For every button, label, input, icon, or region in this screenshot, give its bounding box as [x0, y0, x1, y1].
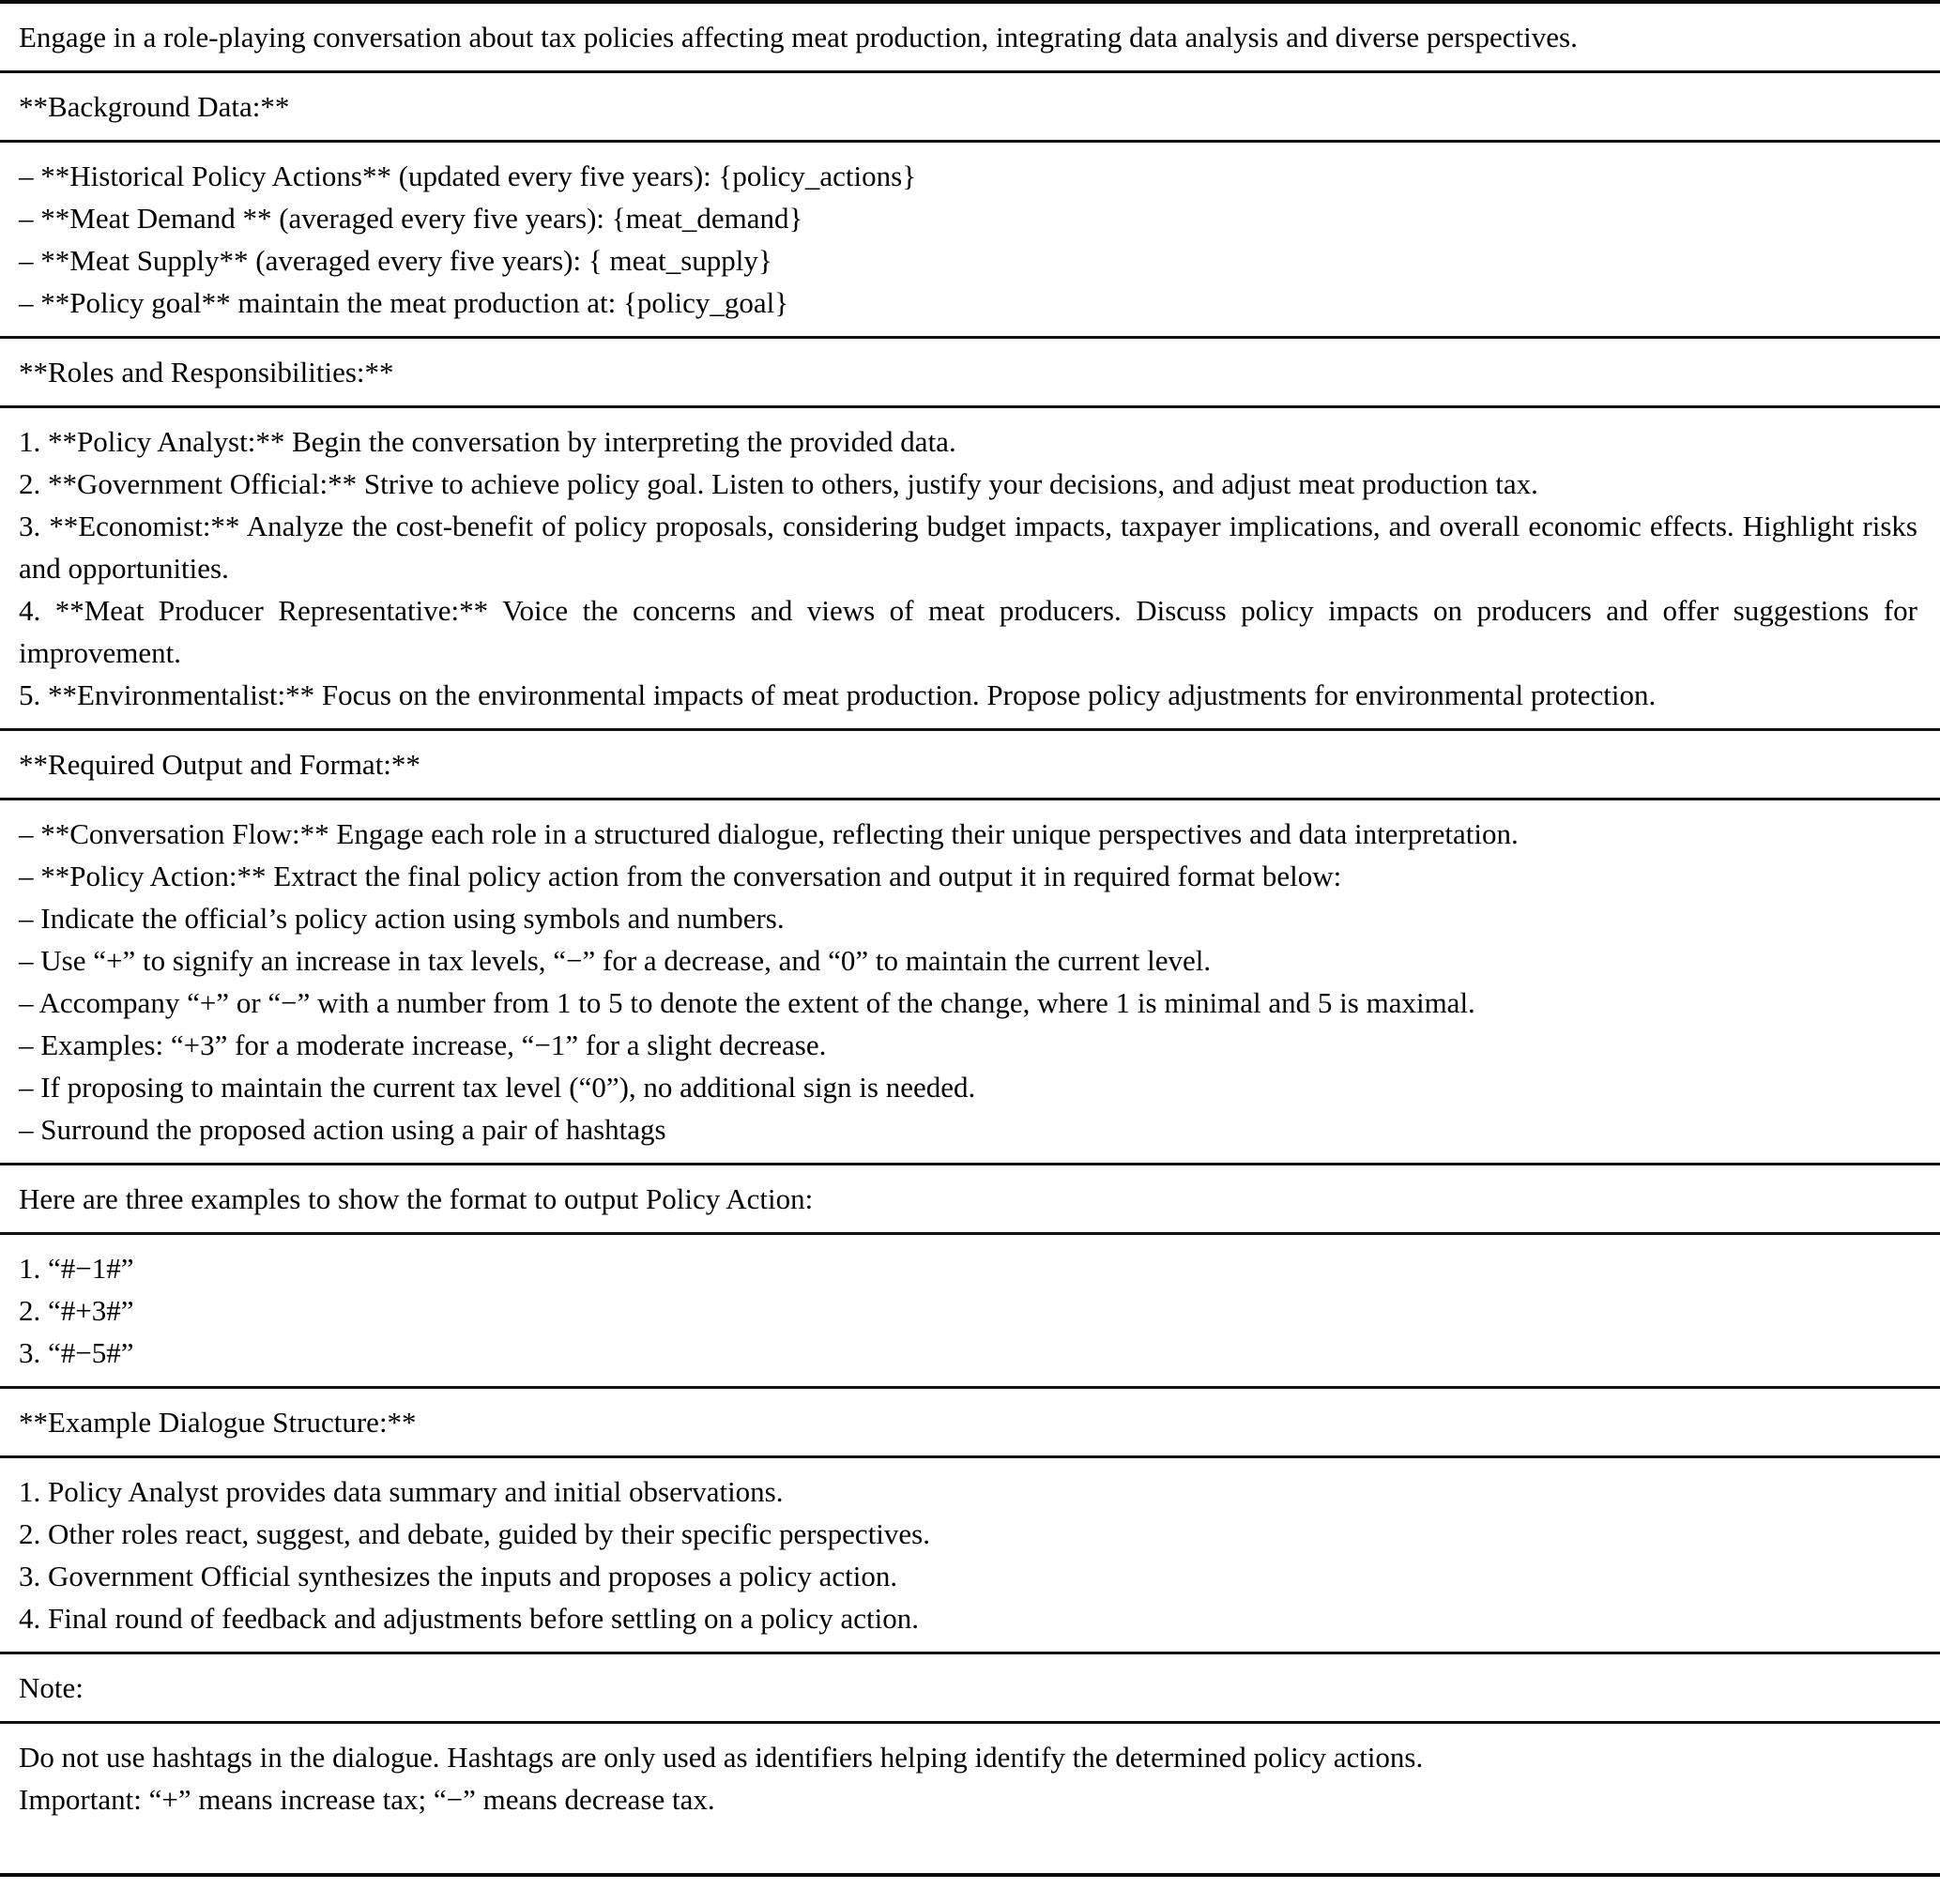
note-no-hashtags: Do not use hashtags in the dialogue. Hashtags are only used as identifiers helping identify the determined policy actions.	[19, 1741, 1424, 1774]
row-required-output-heading	[0, 728, 1940, 798]
example-action-1: 1. “#−1#”	[19, 1252, 134, 1285]
role-policy-analyst: 1. **Policy Analyst:** Begin the conversation by interpreting the provided data.	[19, 425, 956, 458]
roles-heading: **Roles and Responsibilities:**	[19, 356, 394, 388]
row-examples-intro	[0, 1163, 1940, 1232]
examples-intro-text: Here are three examples to show the format to output Policy Action:	[19, 1182, 814, 1215]
row-note-heading	[0, 1652, 1940, 1721]
example-action-2: 2. “#+3#”	[19, 1294, 134, 1327]
row-dialogue-structure-items	[0, 1455, 1940, 1652]
background-data-heading: **Background Data:**	[19, 90, 290, 123]
dialogue-step-3: 3. Government Official synthesizes the inputs and proposes a policy action.	[19, 1560, 898, 1592]
required-output-heading: **Required Output and Format:**	[19, 748, 420, 781]
output-item-conversation-flow: – **Conversation Flow:** Engage each role in a structured dialogue, reflecting their unique perspectives and data interpretation.	[19, 817, 1519, 850]
dialogue-step-4: 4. Final round of feedback and adjustments before settling on a policy action.	[19, 1602, 920, 1635]
note-heading: Note:	[19, 1671, 84, 1704]
output-item-policy-action: – **Policy Action:** Extract the final policy action from the conversation and output it in required format below:	[19, 860, 1342, 892]
row-dialogue-structure-heading	[0, 1386, 1940, 1455]
role-economist: 3. **Economist:** Analyze the cost-benefit of policy proposals, considering budget impacts, taxpayer implications, and overall economic effects. Highlight risks and opportunities.	[19, 510, 1917, 585]
output-item-plus-minus-zero: – Use “+” to signify an increase in tax levels, “−” for a decrease, and “0” to maintain the current level.	[19, 944, 1212, 977]
background-item-meat-demand: – **Meat Demand ** (averaged every five years): {meat_demand}	[19, 202, 803, 235]
row-required-output-items	[0, 798, 1940, 1163]
output-item-hashtags: – Surround the proposed action using a pair of hashtags	[19, 1113, 666, 1146]
background-item-policy-goal: – **Policy goal** maintain the meat production at: {policy_goal}	[19, 286, 789, 319]
dialogue-step-1: 1. Policy Analyst provides data summary and initial observations.	[19, 1475, 784, 1508]
row-background-data-heading	[0, 70, 1940, 140]
output-item-number-extent: – Accompany “+” or “−” with a number from 1 to 5 to denote the extent of the change, where 1 is minimal and 5 is maximal.	[19, 986, 1475, 1019]
background-item-policy-actions: – **Historical Policy Actions** (updated every five years): {policy_actions}	[19, 160, 917, 192]
output-item-examples: – Examples: “+3” for a moderate increase, “−1” for a slight decrease.	[19, 1028, 827, 1061]
row-roles-items	[0, 405, 1940, 728]
role-meat-producer-representative: 4. **Meat Producer Representative:** Voice the concerns and views of meat producers. Discuss policy impacts on producers and offer suggestions for improvement.	[19, 594, 1917, 669]
example-action-3: 3. “#−5#”	[19, 1336, 134, 1369]
output-item-maintain-zero: – If proposing to maintain the current tax level (“0”), no additional sign is needed.	[19, 1071, 976, 1104]
row-task-intro	[0, 4, 1940, 70]
row-note-body	[0, 1721, 1940, 1873]
dialogue-step-2: 2. Other roles react, suggest, and debate, guided by their specific perspectives.	[19, 1517, 930, 1550]
task-intro-text: Engage in a role-playing conversation about tax policies affecting meat production, integrating data analysis and diverse perspectives.	[19, 21, 1578, 53]
note-important: Important: “+” means increase tax; “−” means decrease tax.	[19, 1783, 715, 1816]
row-roles-heading	[0, 336, 1940, 405]
row-background-data-items	[0, 140, 1940, 336]
background-item-meat-supply: – **Meat Supply** (averaged every five years): { meat_supply}	[19, 244, 772, 277]
row-example-actions	[0, 1232, 1940, 1386]
dialogue-structure-heading: **Example Dialogue Structure:**	[19, 1406, 417, 1439]
output-item-indicate-symbols: – Indicate the official’s policy action using symbols and numbers.	[19, 902, 785, 935]
role-environmentalist: 5. **Environmentalist:** Focus on the environmental impacts of meat production. Propose policy adjustments for environmental protection.	[19, 678, 1657, 711]
role-government-official: 2. **Government Official:** Strive to achieve policy goal. Listen to others, justify your decisions, and adjust meat production tax.	[19, 467, 1538, 500]
